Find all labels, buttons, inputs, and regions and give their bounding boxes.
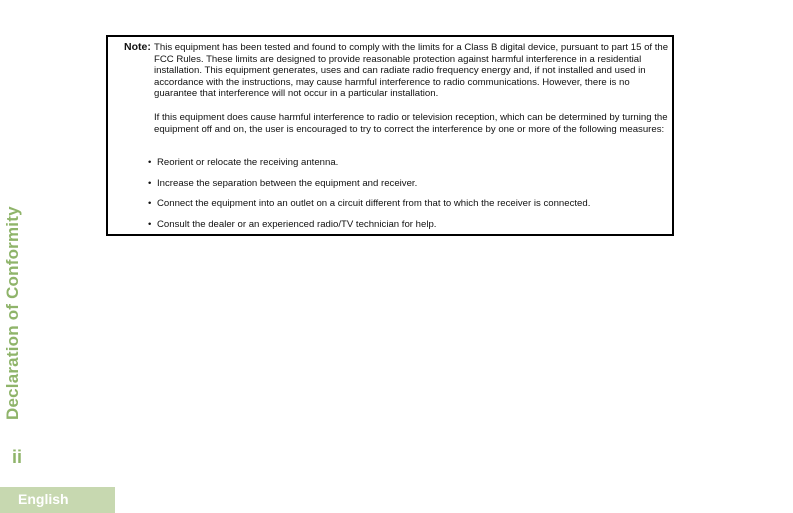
language-tab: English	[0, 487, 115, 513]
list-item	[148, 198, 590, 210]
page-number: ii	[12, 447, 23, 467]
bullet-icon: •	[148, 178, 152, 189]
note-label: Note:	[124, 41, 151, 53]
list-item-text: Connect the equipment into an outlet on a circuit different from that to which the receiver is connected.	[157, 198, 591, 209]
bullet-icon: •	[148, 198, 152, 209]
list-item	[148, 157, 338, 169]
bullet-icon: •	[148, 219, 152, 230]
fcc-note-box	[106, 35, 674, 236]
list-item-text: Increase the separation between the equipment and receiver.	[157, 178, 418, 189]
note-paragraph-interference-measures: If this equipment does cause harmful interference to radio or television reception, which can be determined by turning the equipment off and on, the user is encouraged to try to correct the interference by one or more of the following measures:	[154, 111, 668, 135]
note-body	[148, 42, 669, 230]
list-item	[148, 178, 417, 190]
note-paragraph-fcc-compliance: This equipment has been tested and found to comply with the limits for a Class B digital device, pursuant to part 15 of the FCC Rules. These limits are designed to provide reasonable protection against harmful interference in a residential installation. This equipment generates, uses and can radiate radio frequency energy and, if not installed and used in accordance with the instructions, may cause harmful interference to radio communications. However, there is no guarantee that interference will not occur in a particular installation.	[154, 42, 669, 100]
bullet-icon: •	[148, 157, 152, 168]
list-item-text: Reorient or relocate the receiving antenna.	[157, 157, 339, 168]
section-title: Declaration of Conformity	[3, 206, 22, 420]
list-item-text: Consult the dealer or an experienced radio/TV technician for help.	[157, 219, 437, 230]
list-item	[148, 219, 436, 231]
